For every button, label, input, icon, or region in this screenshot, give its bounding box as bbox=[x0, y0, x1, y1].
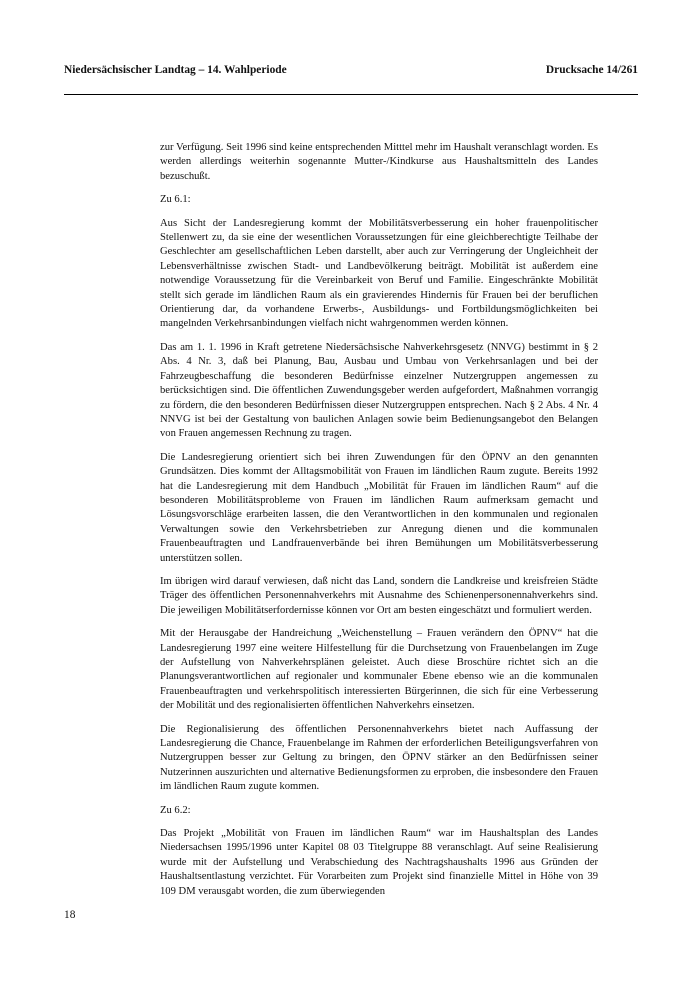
header-rule bbox=[64, 94, 638, 95]
section-heading: Zu 6.1: bbox=[160, 194, 191, 206]
body-text bbox=[160, 141, 598, 908]
paragraph: zur Verfügung. Seit 1996 sind keine entsprechenden Mitttel mehr im Haushalt veranschlagt worden. Es werden allerdings weiterhin sogenannte Mutter-/Kindkurse aus Haushaltsmitteln des Landes bezuschußt. bbox=[160, 142, 598, 182]
paragraph: Die Landesregierung orientiert sich bei ihren Zuwendungen für den ÖPNV an den genannten Grundsätzen. Dies kommt der Alltagsmobilität von Frauen im ländlichen Raum zugute. Bereits 1992 hat die Landesregierung mit dem Handbuch „Mobilität für Frauen im ländlichen Raum“ auf die besonderen Mobilitätsprobleme von Frauen im ländlichen Raum aufmerksam gemacht und Lösungsvorschläge erarbeiten lassen, die den Verantwortlichen in den kommunalen und regionalen Verwaltungen sowie den Verkehrsbetrieben zur Anregung dienen und die kommunalen Frauenbeauftragten und Landfrauenverbände bei ihren Bemühungen um Mobilitätsverbesserung unterstützen sollen. bbox=[160, 451, 598, 564]
paragraph: Mit der Herausgabe der Handreichung „Weichenstellung – Frauen verändern den ÖPNV“ hat die Landesregierung 1997 eine weitere Hilfestellung für die Durchsetzung von Frauenbelangen im Zuge der Aufstellung von Nahverkehrsplänen geleistet. Auch diese Broschüre richtet sich an die Planungsverantwortlichen auf regionaler und kommunaler Ebene ebenso wie an die kommunalen Frauenbeauftragten und verkehrspolitisch interessierten Bürgerinnen, die sich für eine Verbesserung der Mobilität und des regionalisierten öffentlichen Nahverkehrs einsetzen. bbox=[160, 628, 598, 712]
header-right: Drucksache 14/261 bbox=[545, 64, 638, 76]
paragraph: Das Projekt „Mobilität von Frauen im ländlichen Raum“ war im Haushaltsplan des Landes Niedersachsen 1995/1996 unter Kapitel 08 03 Titelgruppe 88 veranschlagt. Auf seine Realisierung wurde mit der Aufstellung und Verabschiedung des Nachtragshaushalts 1996 aus Gründen der Haushaltsentlastung verzichtet. Für Vorarbeiten zum Projekt sind finanzielle Mittel in Höhe von 39 109 DM verausgabt worden, die zum überwiegenden bbox=[160, 828, 598, 897]
page-header bbox=[64, 64, 638, 76]
header-left: Niedersächsischer Landtag – 14. Wahlperiode bbox=[64, 64, 287, 76]
paragraph: Im übrigen wird darauf verwiesen, daß nicht das Land, sondern die Landkreise und kreisfreien Städte Träger des öffentlichen Personennahverkehrs mit Ausnahme des Schienenpersonennahverkehrs sind. Die jeweiligen Mobilitätserfordernisse können vor Ort am besten eingeschätzt und formuliert werden. bbox=[160, 575, 598, 616]
paragraph: Die Regionalisierung des öffentlichen Personennahverkehrs bietet nach Auffassung der Landesregierung die Chance, Frauenbelange im Rahmen der erforderlichen Beteiligungsverfahren von Nutzergruppen besser zur Geltung zu bringen, den ÖPNV stärker an den Bedürfnissen seiner Nutzerinnen auszurichten und alternative Bedienungsformen zu erproben, die insbesondere den Frauen im ländlichen Raum zugute kommen. bbox=[160, 723, 598, 793]
section-heading: Zu 6.2: bbox=[160, 804, 191, 816]
paragraph: Aus Sicht der Landesregierung kommt der Mobilitätsverbesserung ein hoher frauenpolitischer Stellenwert zu, da sie eine der wesentlichen Voraussetzungen für eine gleichberechtigte Teilhabe der Geschlechter am gesellschaftlichen Leben darstellt, aber auch zur Verringerung der Ungleichheit der Lebensverhältnisse zwischen Stadt- und Landbevölkerung beiträgt. Mobilität ist außerdem eine notwendige Voraussetzung für die Vereinbarkeit von Beruf und Familie. Eingeschränkte Mobilität stellt sich gerade im ländlichen Raum als ein gravierendes Hindernis für Frauen bei der beruflichen Orientierung dar, da vorhandene Erwerbs-, Ausbildungs- und Fortbildungsmöglichkeiten bei mangelnden Verkehrsanbindungen vielfach nicht wahrgenommen werden können. bbox=[160, 217, 598, 330]
paragraph: Das am 1. 1. 1996 in Kraft getretene Niedersächsische Nahverkehrsgesetz (NNVG) bestimmt in § 2 Abs. 4 Nr. 3, daß bei Planung, Bau, Ausbau und Umbau von Verkehrsanlagen und bei der Fahrzeugbeschaffung die besonderen Bedürfnisse einzelner Nutzergruppen angemessen zu berücksichtigen sind. Die öffentlichen Zuwendungsgeber werden aufgefordert, Maßnahmen vorrangig zu fördern, die den besonderen Bedürfnissen dieser Nutzergruppen entsprechen. Nach § 2 Abs. 4 Nr. 4 NNVG ist bei der Gestaltung von baulichen Anlagen sowie beim Bedienungsangebot den Belangen von Frauen angemessen Rechnung zu tragen. bbox=[160, 341, 598, 440]
page-number: 18 bbox=[64, 909, 76, 921]
